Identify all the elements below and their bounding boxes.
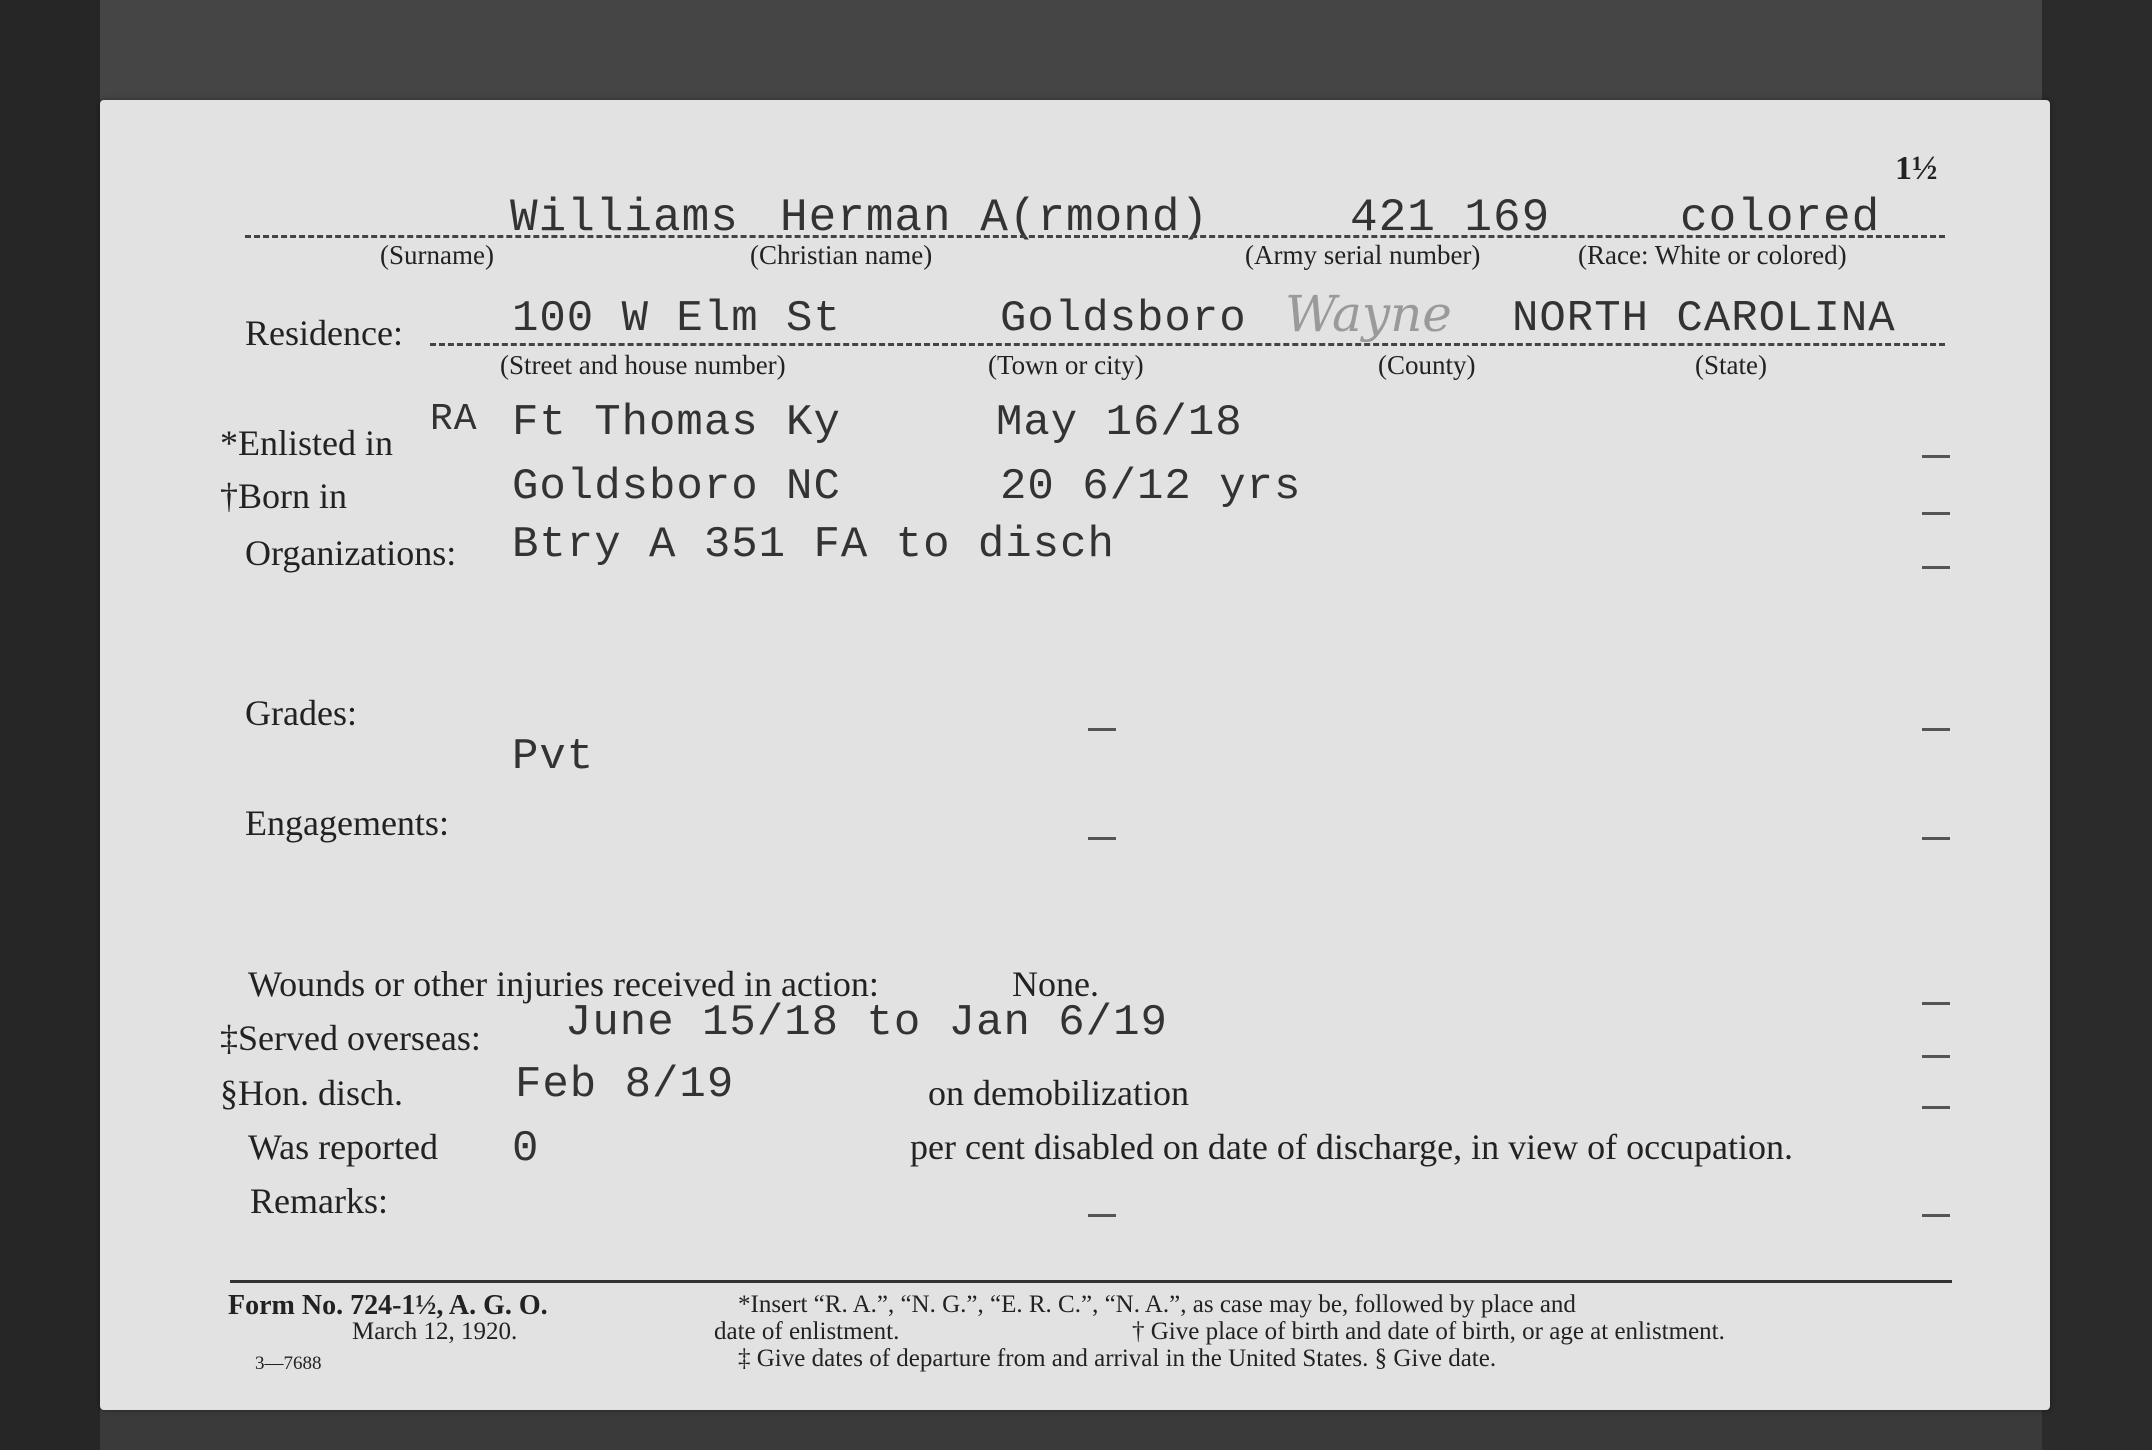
enlisted-label: *Enlisted in — [220, 423, 393, 463]
wounds-label: Wounds or other injuries received in action: — [248, 964, 879, 1004]
engagements-label: Engagements: — [245, 803, 449, 843]
footer-note-2a: date of enlistment. — [714, 1318, 900, 1345]
print-code: 3—7688 — [255, 1353, 322, 1374]
hon-disch-note: on demobilization — [928, 1073, 1189, 1113]
enlisted-prefix: RA — [430, 398, 478, 441]
surname-caption: (Surname) — [380, 240, 494, 270]
remarks-label: Remarks: — [250, 1181, 388, 1221]
footer-rule — [230, 1280, 1952, 1283]
footer-note-2b: † Give place of birth and date of birth, or age at enlistment. — [1132, 1318, 1725, 1345]
service-record-card — [100, 100, 2050, 1410]
grades-value: Pvt — [512, 732, 595, 782]
county-caption: (County) — [1378, 350, 1476, 380]
hon-disch-date: Feb 8/19 — [515, 1060, 735, 1110]
state-caption: (State) — [1695, 350, 1767, 380]
race-caption: (Race: White or colored) — [1578, 240, 1847, 270]
reported-value: 0 — [512, 1124, 540, 1174]
wounds-value: None. — [1012, 964, 1099, 1004]
card-fraction: 1½ — [1895, 150, 1938, 187]
form-number: Form No. 724-1½, A. G. O. — [228, 1290, 548, 1321]
background-left — [0, 0, 100, 1450]
born-label: †Born in — [220, 476, 348, 516]
surname-value: Williams — [510, 192, 739, 244]
born-place: Goldsboro NC — [512, 462, 841, 512]
tick-mark — [1088, 728, 1116, 731]
overseas-label: ‡Served overseas: — [220, 1018, 481, 1058]
serial-caption: (Army serial number) — [1245, 240, 1481, 270]
footer-note-1: *Insert “R. A.”, “N. G.”, “E. R. C.”, “N. A.”, as case may be, followed by place and — [738, 1291, 1576, 1318]
organizations-value: Btry A 351 FA to disch — [512, 520, 1115, 570]
christian-name-value: Herman A(rmond) — [780, 192, 1210, 244]
county-value: Wayne — [1285, 285, 1452, 343]
disabled-text: per cent disabled on date of discharge, in view of occupation. — [910, 1127, 1794, 1167]
background-right — [2042, 0, 2152, 1450]
state-value: NORTH CAROLINA — [1512, 294, 1896, 344]
tick-mark — [1922, 1106, 1950, 1109]
enlisted-date: May 16/18 — [996, 398, 1243, 448]
residence-label: Residence: — [245, 313, 403, 353]
grades-label: Grades: — [245, 693, 357, 733]
serial-number-value: 421 169 — [1350, 192, 1551, 244]
tick-mark — [1922, 455, 1950, 458]
tick-mark — [1922, 1214, 1950, 1217]
overseas-value: June 15/18 to Jan 6/19 — [565, 998, 1168, 1048]
town-caption: (Town or city) — [988, 350, 1144, 380]
form-date: March 12, 1920. — [352, 1318, 518, 1345]
hon-disch-label: §Hon. disch. — [220, 1073, 403, 1113]
christian-name-caption: (Christian name) — [750, 240, 933, 270]
tick-mark — [1922, 512, 1950, 515]
born-age: 20 6/12 yrs — [1000, 462, 1302, 512]
tick-mark — [1922, 1055, 1950, 1058]
street-caption: (Street and house number) — [500, 350, 786, 380]
organizations-label: Organizations: — [245, 533, 457, 573]
enlisted-place: Ft Thomas Ky — [512, 398, 841, 448]
tick-mark — [1088, 1214, 1116, 1217]
residence-line — [430, 343, 1945, 346]
background-top — [100, 0, 2042, 105]
name-line — [245, 235, 1945, 238]
footer-note-3: ‡ Give dates of departure from and arrival in the United States. § Give date. — [738, 1345, 1497, 1372]
street-value: 100 W Elm St — [512, 294, 841, 344]
tick-mark — [1922, 566, 1950, 569]
town-value: Goldsboro — [1000, 294, 1247, 344]
race-value: colored — [1680, 192, 1881, 244]
tick-mark — [1922, 837, 1950, 840]
tick-mark — [1922, 1002, 1950, 1005]
reported-label: Was reported — [248, 1127, 439, 1167]
tick-mark — [1088, 837, 1116, 840]
tick-mark — [1922, 728, 1950, 731]
